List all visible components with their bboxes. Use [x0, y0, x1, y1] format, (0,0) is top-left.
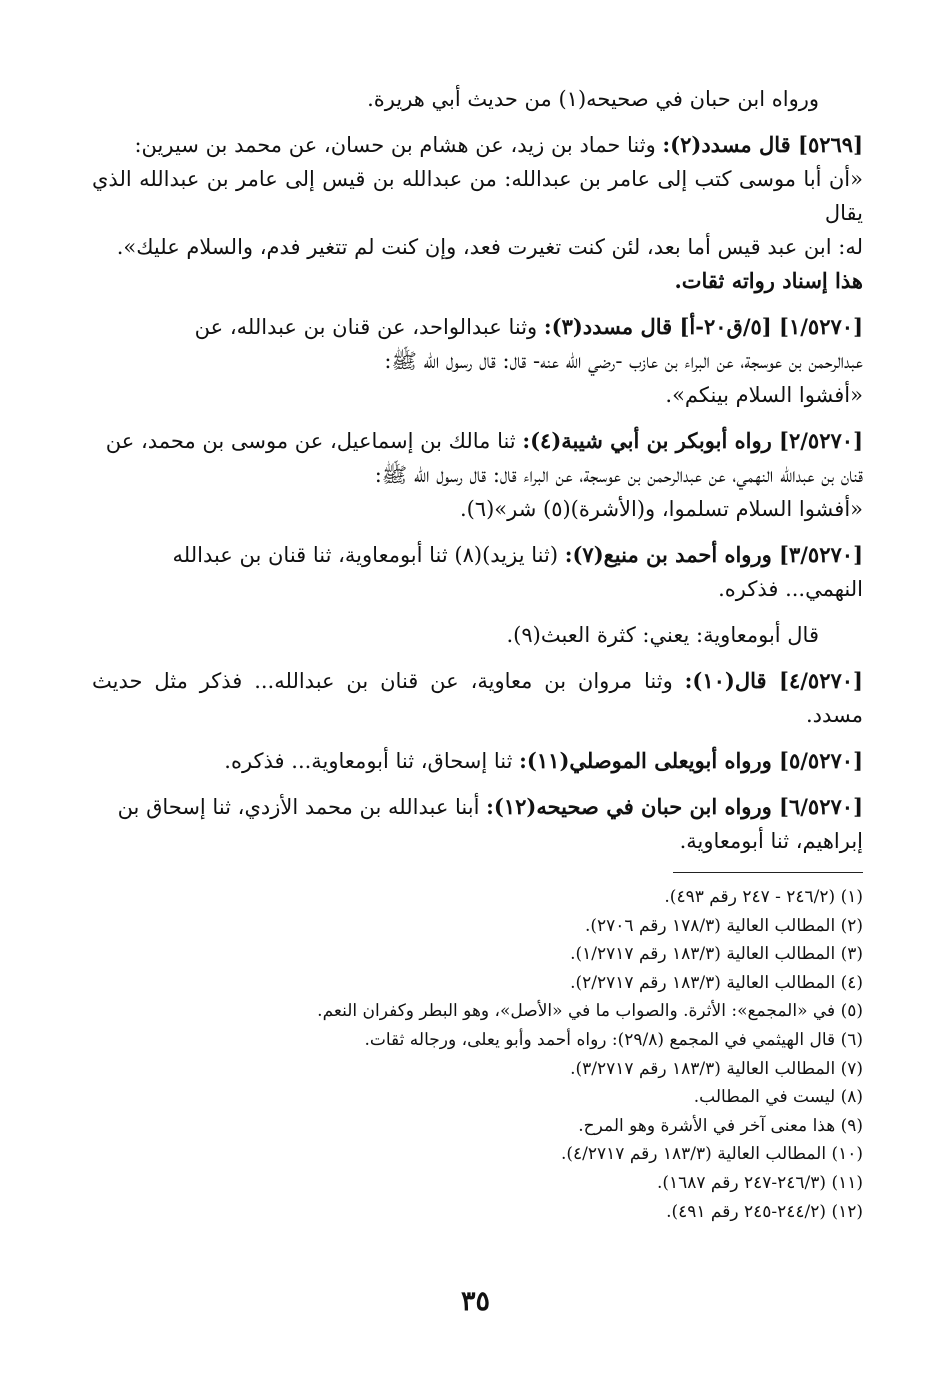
- footnote-1: (١) (٢٤٦/٢ - ٢٤٧ رقم ٤٩٣).: [664, 887, 863, 907]
- hadith-5269-line-2: «أن أبا موسى كتب إلى عامر بن عبدالله: من عبدالله بن قيس إلى عامر بن عبدالله الذي يقال: [92, 167, 863, 225]
- hadith-5270-6-line-2: إبراهيم، ثنا أبومعاوية.: [679, 829, 863, 853]
- footnote-7: (٧) المطالب العالية (١٨٣/٣ رقم ٣/٢٧١٧).: [570, 1058, 863, 1079]
- hadith-5270-4: [92, 664, 863, 732]
- hadith-5270-1: [92, 310, 863, 412]
- hadith-5270-2: [92, 424, 863, 526]
- hadith-5270-3-line-2: النهمي... فذكره.: [718, 577, 863, 601]
- hadith-5270-3-note-text: قال أبومعاوية: يعني: كثرة العبث(٩).: [506, 623, 819, 647]
- hadith-5270-2-line-1: ثنا مالك بن إسماعيل، عن موسى بن محمد، عن: [105, 429, 516, 453]
- footnote-12: (١٢) (٢٤٤/٢-٢٤٥ رقم ٤٩١).: [666, 1201, 863, 1222]
- hadith-5269-line-3: له: ابن عبد قيس أما بعد، لئن كنت تغيرت فعد، وإن كنت لم تتغير فدم، والسلام عليك».: [116, 235, 863, 259]
- page-number: ٣٥: [460, 1286, 490, 1317]
- hadith-5270-1-ref: [١/٥٢٧٠] [٥/ق٢٠-أ] قال مسدد(٣):: [543, 314, 863, 339]
- hadith-5270-1-line-3: «أفشوا السلام بينكم».: [665, 383, 863, 407]
- hadith-5270-2-ref: [٢/٥٢٧٠] رواه أبوبكر بن أبي شيبة(٤):: [522, 428, 863, 453]
- footnote-4: (٤) المطالب العالية (١٨٣/٣ رقم ٢/٢٧١٧).: [570, 972, 863, 993]
- hadith-5270-1-line-1: وثنا عبدالواحد، عن قنان بن عبدالله، عن: [194, 315, 538, 339]
- hadith-5270-2-line-2: قنان بن عبدالله النهمي، عن عبدالرحمن بن عوسجة، عن البراء قال: قال رسول الله ﷺ:: [374, 463, 863, 487]
- hadith-5270-6-line-1: أبنا عبدالله بن محمد الأزدي، ثنا إسحاق بن: [117, 795, 480, 819]
- footnote-2: (٢) المطالب العالية (١٧٨/٣ رقم ٢٧٠٦).: [584, 915, 863, 936]
- hadith-5270-3-line-1: (ثنا يزيد)(٨) ثنا أبومعاوية، ثنا قنان بن عبدالله: [172, 543, 559, 567]
- hadith-5270-6-ref: [٦/٥٢٧٠] ورواه ابن حبان في صحيحه(١٢):: [486, 794, 863, 819]
- hadith-5270-3-ref: [٣/٥٢٧٠] ورواه أحمد بن منيع(٧):: [564, 542, 863, 567]
- footnotes: [92, 883, 863, 1226]
- footnote-3: (٣) المطالب العالية (١٨٣/٣ رقم ١/٢٧١٧).: [570, 944, 863, 965]
- hadith-5270-3-note: [92, 618, 863, 652]
- hadith-5269-ref: [٥٢٦٩] قال مسدد(٢):: [662, 132, 863, 157]
- footnote-6: (٦) قال الهيثمي في المجمع (٢٩/٨): رواه أحمد وأبو يعلى، ورجاله ثقات.: [364, 1029, 863, 1050]
- footnote-8: (٨) ليست في المطالب.: [693, 1087, 863, 1108]
- hadith-5270-4-text: وثنا مروان بن معاوية، عن قنان بن عبدالله... فذكر مثل حديث مسدد.: [92, 669, 863, 727]
- hadith-5270-6: [92, 790, 863, 858]
- hadith-5270-5-ref: [٥/٥٢٧٠] ورواه أبويعلى الموصلي(١١):: [519, 748, 863, 773]
- hadith-5270-5: [92, 744, 863, 778]
- footnote-11: (١١) (٢٤٦/٣-٢٤٧ رقم ١٦٨٧).: [656, 1172, 863, 1193]
- hadith-5270-5-text: ثنا إسحاق، ثنا أبومعاوية... فذكره.: [224, 749, 513, 773]
- intro-text: ورواه ابن حبان في صحيحه(١) من حديث أبي هريرة.: [367, 87, 819, 111]
- hadith-5270-1-line-2: عبدالرحمن بن عوسجة، عن البراء بن عازب -رضي الله عنه- قال: قال رسول الله ﷺ:: [384, 349, 863, 373]
- hadith-5269-grade: هذا إسناد رواته ثقات.: [674, 268, 863, 293]
- hadith-5269-line-1: وثنا حماد بن زيد، عن هشام بن حسان، عن محمد بن سيرين:: [134, 133, 656, 157]
- intro-paragraph: [92, 82, 863, 116]
- footnote-10: (١٠) المطالب العالية (١٨٣/٣ رقم ٤/٢٧١٧).: [561, 1144, 863, 1165]
- footnote-5: (٥) في «المجمع»: الأثرة. والصواب ما في «الأصل»، وهو البطر وكفران النعم.: [317, 1001, 863, 1022]
- hadith-5270-2-line-3: «أفشوا السلام تسلموا، و(الأشرة)(٥) شر»(٦).: [459, 497, 863, 521]
- hadith-5270-3: [92, 538, 863, 606]
- hadith-5270-4-ref: [٤/٥٢٧٠] قال(١٠):: [684, 668, 863, 693]
- footnote-divider: [673, 872, 863, 873]
- hadith-5269: [92, 128, 863, 298]
- footnote-9: (٩) هذا معنى آخر في الأشرة وهو المرح.: [578, 1115, 863, 1136]
